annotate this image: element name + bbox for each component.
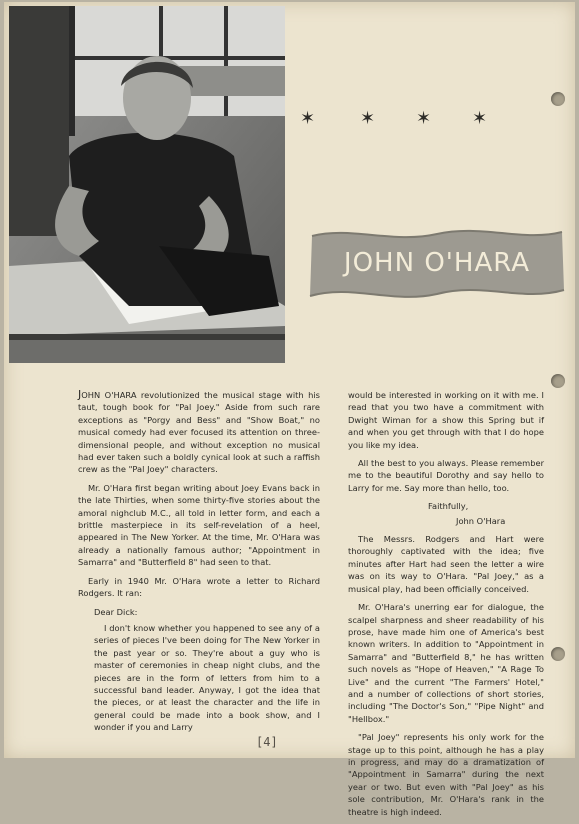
- letter-closing: Faithfully,: [428, 501, 469, 512]
- program-page: [4, 2, 575, 817]
- star-ornament: ✶: [360, 108, 376, 129]
- star-ornament: ✶: [300, 108, 316, 129]
- letter-body: I don't know whether you happened to see any of a series of pieces I've been doing for The New Yorker in the past year or so. They're about a guy who is master of ceremonies in cheap night clubs, and the pieces are in the form of letters from him to a successful band leader. Anyway, I got the idea that the pieces, or at least the character and the life in general could be made into a book show, and I wonder if you and Larry: [94, 622, 320, 733]
- article-paragraph: The Messrs. Rodgers and Hart were thoroughly captivated with the idea; five minutes after Hart had seen the letter a wire was on its way to O'Hara. "Pal Joey," as a musical play, had been officially conceived.: [348, 534, 544, 594]
- binder-hole: [551, 374, 565, 388]
- author-photo: [9, 6, 285, 363]
- article-column-left: [78, 389, 320, 740]
- binder-hole: [551, 92, 565, 106]
- letter-body: would be interested in working on it with me. I read that you two have a commitment with Dwight Wiman for a show this Spring but if and when you get through with that I do hope you like my idea.: [348, 390, 544, 450]
- title-banner: [302, 222, 572, 304]
- author-name-title: JOHN O'HARA: [343, 248, 531, 278]
- author-photo-image: [9, 6, 285, 363]
- article-paragraph: "Pal Joey" represents his only work for the stage up to this point, although he has a play in progress, and may do a dramatization of "Appointment in Samarra" during the next year or two. But even with "Pal Joey" as his sole contribution, Mr. O'Hara's rank in the theatre is high indeed.: [348, 732, 544, 817]
- letter-signature: John O'Hara: [456, 515, 506, 526]
- page-number: [4]: [256, 735, 278, 749]
- drop-cap: J: [78, 388, 82, 401]
- article-paragraph: Mr. O'Hara's unerring ear for dialogue, the scalpel sharpness and sheer readability of his prose, have made him one of America's best known writers. In addition to "Appointment in Samarra" and "Butterfield 8," he has written such novels as "Hope of Heaven," "A Rage To Live" and the current "The Farmers' Hotel," and a number of collections of short stories, including "The Doctor's Son," "Pipe Night" and "Hellbox.": [348, 602, 544, 724]
- article-paragraph: Mr. O'Hara first began writing about Joey Evans back in the late Thirties, when some thirty-five stories about the amoral nighclub M.C., all told in letter form, and each a brittle masterpiece in its self-revelation of a heel, appeared in The New Yorker. At the time, Mr. O'Hara was already a nationally famous author; "Appointment in Samarra" and "Butterfield 8" had seen to that.: [78, 482, 320, 568]
- article-column-right: [348, 389, 544, 824]
- letter-body: All the best to you always. Please remember me to the beautiful Dorothy and say hello to Larry for me. Say more than hello, too.: [348, 458, 544, 493]
- binder-hole: [551, 647, 565, 661]
- star-ornament: ✶: [416, 108, 432, 129]
- star-ornament: ✶: [472, 108, 488, 129]
- article-paragraph: Early in 1940 Mr. O'Hara wrote a letter to Richard Rodgers. It ran:: [78, 575, 320, 599]
- letter-salutation: Dear Dick:: [94, 606, 138, 617]
- article-paragraph: JOHN O'HARA revolutionized the musical stage with his taut, tough book for "Pal Joey." Aside from such rare exceptions as "Porgy and Bess" and "Show Boat," no musical comedy had ever focused its attention on three-dimensional people, and without exception no musical had ever taken such a boldly cynical look at such a raffish crew as the "Pal Joey" characters.: [78, 388, 320, 475]
